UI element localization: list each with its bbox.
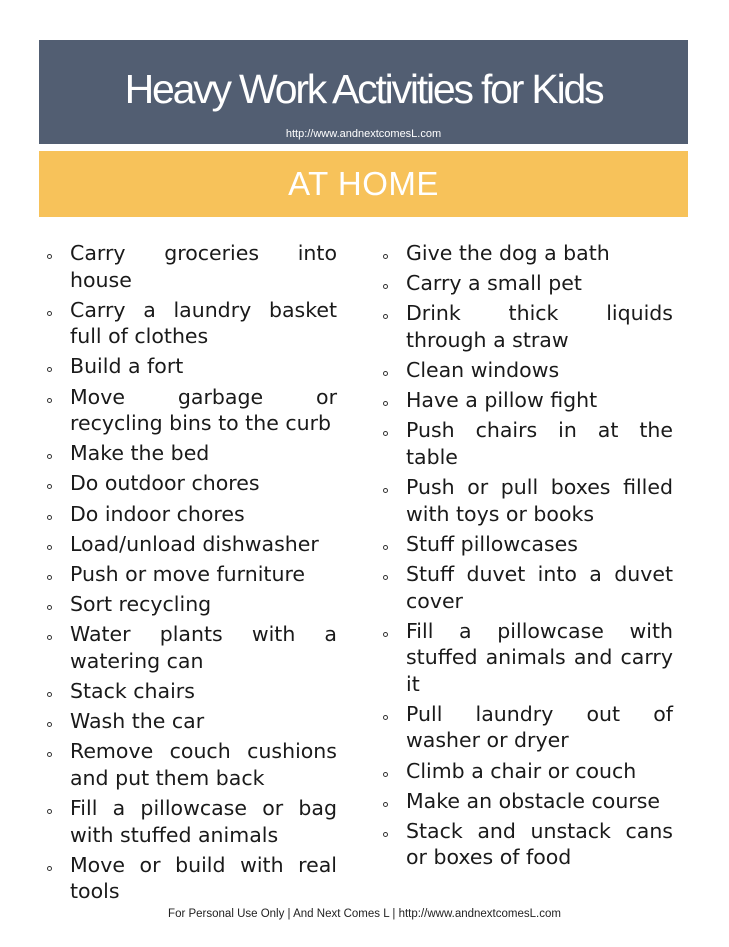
list-item-text: Stack and unstack cans or boxes of food [406, 818, 673, 870]
bullet-icon [47, 635, 52, 640]
bullet-icon [47, 311, 52, 316]
bullet-icon [47, 692, 52, 697]
list-item-text: Climb a chair or couch [406, 758, 637, 783]
list-item-text: Build a fort [70, 354, 184, 379]
list-item-text: Carry groceries into house [70, 241, 337, 292]
list-item-text: Fill a pillowcase with stuffed animals and carry it [406, 618, 673, 696]
bullet-icon [47, 605, 52, 610]
bullet-icon [383, 488, 388, 493]
list-item [47, 621, 337, 674]
bullet-icon [47, 454, 52, 459]
bullet-icon [383, 371, 388, 376]
list-item-text: Clean windows [406, 358, 560, 383]
bullet-icon [47, 809, 52, 814]
list-item [383, 417, 673, 470]
footer-text: For Personal Use Only | And Next Comes L | http://www.andnextcomesL.com [168, 908, 561, 920]
list-item [383, 270, 673, 297]
bullet-icon [47, 575, 52, 580]
bullet-icon [383, 401, 388, 406]
bullet-icon [47, 866, 52, 871]
list-item-text: Pull laundry out of washer or dryer [406, 701, 673, 753]
list-item-text: Drink thick liquids through a straw [406, 301, 673, 352]
bullet-icon [383, 575, 388, 580]
bullet-icon [47, 484, 52, 489]
list-item [383, 387, 673, 414]
bullet-icon [47, 515, 52, 520]
list-item-text: Carry a small pet [406, 271, 582, 296]
list-item-text: Stuff pillowcases [406, 531, 578, 556]
bullet-icon [383, 772, 388, 777]
list-item-text: Do outdoor chores [70, 471, 260, 496]
list-item [383, 701, 673, 754]
list-item [383, 618, 673, 698]
list-item-text: Have a pillow fight [406, 388, 598, 413]
list-item [47, 440, 337, 467]
list-item [47, 297, 337, 350]
bullet-icon [383, 632, 388, 637]
list-item-text: Sort recycling [70, 592, 212, 617]
list-item [383, 788, 673, 815]
list-item [47, 852, 337, 905]
activity-list-right [383, 240, 673, 875]
list-item [383, 561, 673, 614]
bullet-icon [383, 832, 388, 837]
list-item [47, 591, 337, 618]
list-item [383, 758, 673, 785]
list-item-text: Fill a pillowcase or bag with stuffed animals [70, 796, 337, 847]
list-item [47, 240, 337, 293]
list-item [383, 818, 673, 871]
list-item [47, 470, 337, 497]
list-item [383, 240, 673, 267]
bullet-icon [383, 802, 388, 807]
list-item-text: Move or build with real tools [70, 852, 337, 904]
list-item-text: Push or pull boxes filled with toys or books [406, 475, 673, 526]
bullet-icon [47, 367, 52, 372]
list-item-text: Push or move furniture [70, 562, 306, 586]
list-item-text: Do indoor chores [70, 501, 245, 526]
list-item [47, 708, 337, 735]
list-item [47, 678, 337, 705]
bullet-icon [383, 254, 388, 259]
list-item-text: Stack chairs [70, 679, 195, 704]
list-item-text: Move garbage or recycling bins to the curb [70, 384, 337, 436]
list-item [47, 561, 337, 588]
list-item-text: Load/unload dishwasher [70, 531, 319, 556]
bullet-icon [383, 545, 388, 550]
bullet-icon [383, 431, 388, 436]
activity-list-left [47, 240, 337, 909]
list-item [47, 531, 337, 558]
list-item-text: Carry a laundry basket full of clothes [70, 297, 337, 349]
list-item [47, 353, 337, 380]
bullet-icon [47, 398, 52, 403]
bullet-icon [47, 545, 52, 550]
list-item-text: Give the dog a bath [406, 241, 610, 265]
list-item [47, 795, 337, 848]
list-item [383, 300, 673, 353]
list-item [383, 531, 673, 558]
bullet-icon [383, 314, 388, 319]
list-item-text: Remove couch cushions and put them back [70, 739, 337, 790]
list-item-text: Push chairs in at the table [406, 418, 673, 469]
page-title: Heavy Work Activities for Kids [124, 66, 603, 112]
list-item [383, 357, 673, 384]
bullet-icon [47, 752, 52, 757]
list-item-text: Make the bed [70, 441, 210, 466]
list-item-text: Wash the car [70, 709, 205, 734]
bullet-icon [383, 715, 388, 720]
section-heading: AT HOME [39, 151, 688, 217]
list-item [47, 738, 337, 791]
list-item [47, 384, 337, 437]
list-item [383, 474, 673, 527]
bullet-icon [47, 722, 52, 727]
list-item [47, 501, 337, 528]
header-url: http://www.andnextcomesL.com [285, 128, 442, 140]
bullet-icon [383, 284, 388, 289]
list-item-text: Water plants with a watering can [70, 622, 337, 673]
bullet-icon [47, 254, 52, 259]
list-item-text: Stuff duvet into a duvet cover [406, 562, 673, 613]
header-banner [39, 40, 688, 144]
list-item-text: Make an obstacle course [406, 788, 661, 813]
